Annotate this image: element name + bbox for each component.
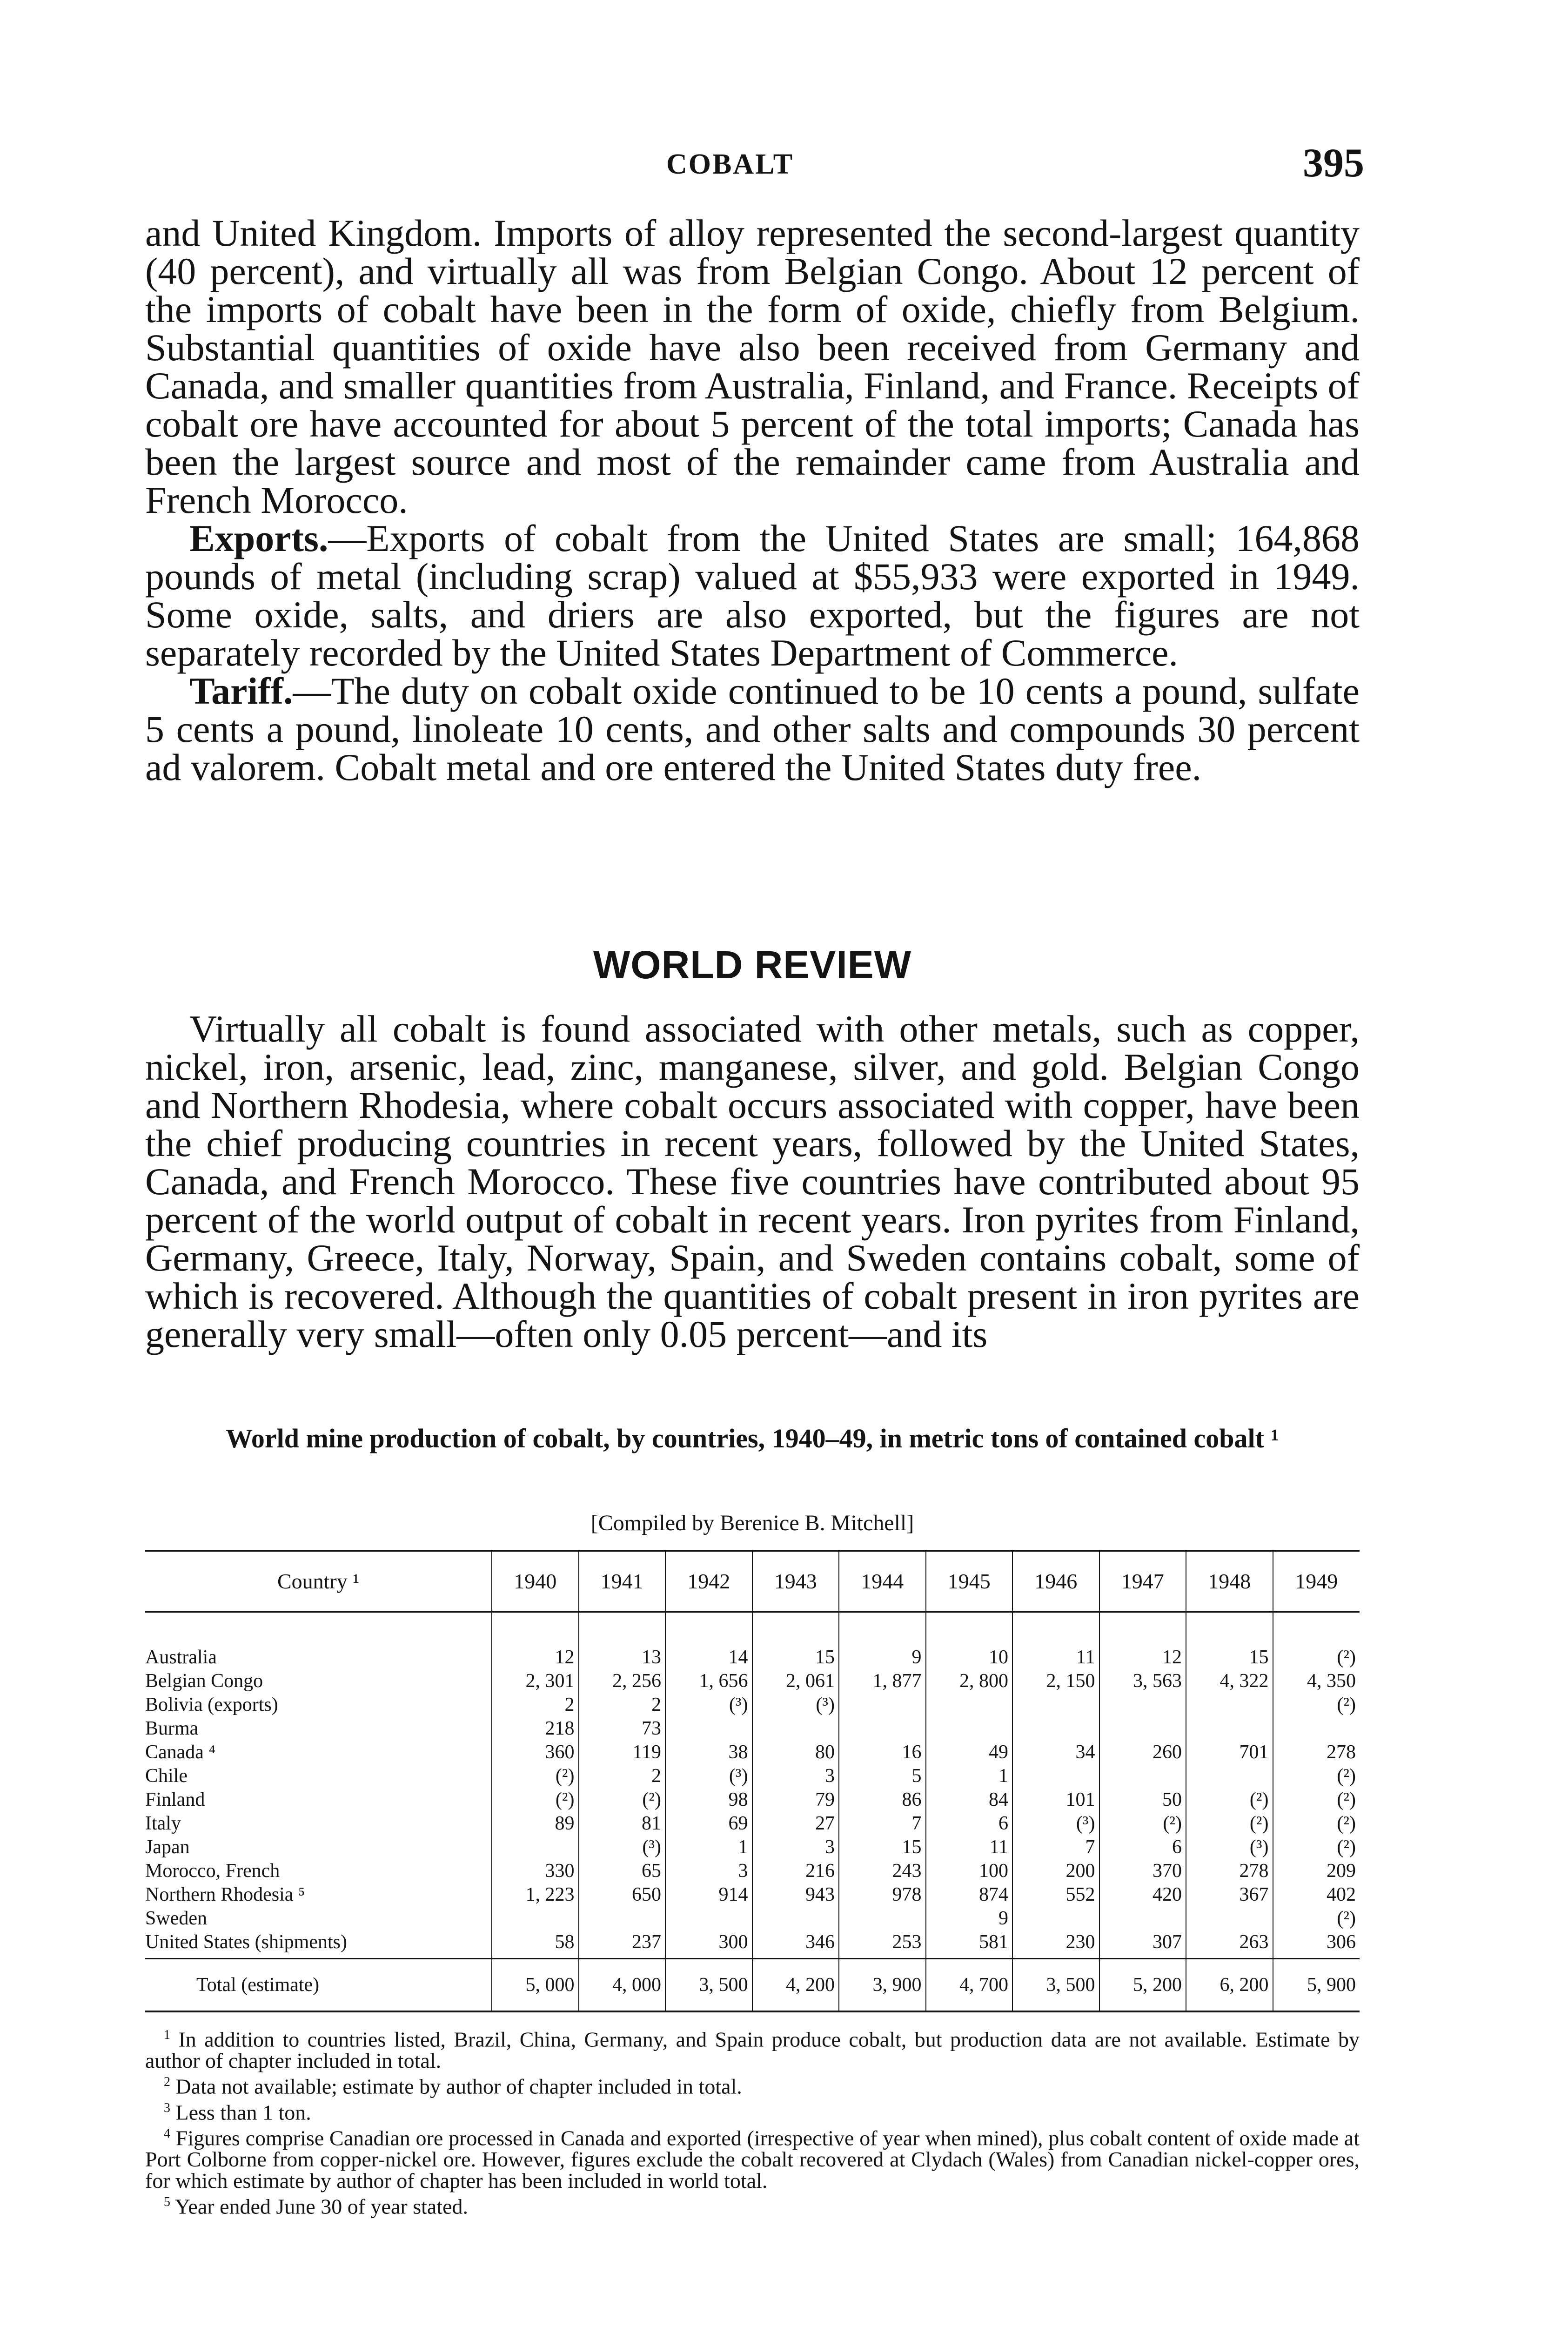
total-cell: 3, 900 <box>839 1959 926 2012</box>
value-cell: 237 <box>579 1930 666 1959</box>
total-cell: 4, 200 <box>752 1959 839 2012</box>
value-cell: 84 <box>926 1787 1013 1811</box>
value-cell: 58 <box>492 1930 579 1959</box>
value-cell: 1 <box>665 1835 752 1858</box>
value-cell <box>665 1906 752 1930</box>
value-cell: 253 <box>839 1930 926 1959</box>
value-cell: 50 <box>1099 1787 1186 1811</box>
footnote-number: 5 <box>164 2195 170 2210</box>
value-cell: 38 <box>665 1740 752 1763</box>
value-cell <box>752 1716 839 1740</box>
value-cell: 260 <box>1099 1740 1186 1763</box>
value-cell: (²) <box>1273 1763 1360 1787</box>
footnote-text: Year ended June 30 of year stated. <box>174 2194 468 2219</box>
value-cell: 9 <box>926 1906 1013 1930</box>
total-cell: 5, 900 <box>1273 1959 1360 2012</box>
total-cell: 4, 000 <box>579 1959 666 2012</box>
value-cell <box>1012 1716 1099 1740</box>
value-cell: 2, 150 <box>1012 1668 1099 1692</box>
value-cell: 943 <box>752 1882 839 1906</box>
value-cell: 346 <box>752 1930 839 1959</box>
value-cell: 10 <box>926 1612 1013 1668</box>
value-cell: 200 <box>1012 1858 1099 1882</box>
country-cell: Morocco, French <box>145 1860 280 1882</box>
value-cell: 11 <box>926 1835 1013 1858</box>
value-cell <box>1186 1692 1273 1716</box>
value-cell: 15 <box>1186 1612 1273 1668</box>
total-cell: 6, 200 <box>1186 1959 1273 2012</box>
value-cell: 3 <box>665 1858 752 1882</box>
value-cell: 209 <box>1273 1858 1360 1882</box>
value-cell: (²) <box>1099 1811 1186 1835</box>
production-table <box>145 1550 1360 2012</box>
tariff-text: —The duty on cobalt oxide continued to be 10 cents a pound, sulfate 5 cents a pound, linoleate 10 cents, and other salts and compounds 30 percent ad valorem. Cobalt metal and ore entered the United States duty free. <box>145 670 1360 788</box>
value-cell: 34 <box>1012 1740 1099 1763</box>
year-column-header: 1947 <box>1099 1551 1186 1612</box>
table-compiled-by: [Compiled by Berenice B. Mitchell] <box>590 1511 914 1535</box>
footnote-number: 4 <box>164 2126 170 2141</box>
value-cell: 15 <box>752 1612 839 1668</box>
running-title: COBALT <box>666 148 794 180</box>
value-cell: 2 <box>492 1692 579 1716</box>
value-cell <box>1099 1906 1186 1930</box>
country-cell: Belgian Congo <box>145 1670 263 1692</box>
value-cell <box>579 1906 666 1930</box>
country-cell: Chile <box>145 1765 188 1787</box>
value-cell: 360 <box>492 1740 579 1763</box>
value-cell: 11 <box>1012 1612 1099 1668</box>
value-cell: 1, 877 <box>839 1668 926 1692</box>
total-cell: 5, 000 <box>492 1959 579 2012</box>
value-cell: 701 <box>1186 1740 1273 1763</box>
value-cell: 3, 563 <box>1099 1668 1186 1692</box>
value-cell: (²) <box>1273 1692 1360 1716</box>
value-cell: 7 <box>1012 1835 1099 1858</box>
page-number: 395 <box>1303 141 1364 186</box>
table-row <box>145 1740 1360 1763</box>
value-cell: 3 <box>752 1763 839 1787</box>
table-row <box>145 1668 1360 1692</box>
country-cell: Italy <box>145 1813 181 1834</box>
value-cell <box>1273 1716 1360 1740</box>
year-column-header: 1942 <box>665 1551 752 1612</box>
exports-text: —Exports of cobalt from the United States are small; 164,868 pounds of metal (including scrap) valued at $55,933 were exported in 1949. Some oxide, salts, and driers are also exported, but the figures are not separately recorded by the United States Department of Commerce. <box>145 517 1360 674</box>
world-review-paragraph: Virtually all cobalt is found associated with other metals, such as copper, nickel, iron, arsenic, lead, zinc, manganese, silver, and gold. Belgian Congo and Northern Rhodesia, where cobalt occurs associated with copper, have been the chief producing countries in recent years, followed by the United States, Canada, and French Morocco. These five countries have contributed about 95 percent of the world output of cobalt in recent years. Iron pyrites from Finland, Germany, Greece, Italy, Norway, Spain, and Sweden contains cobalt, some of which is recovered. Although the quantities of cobalt present in iron pyrites are generally very small—often only 0.05 percent—and its <box>145 1008 1360 1355</box>
exports-label: Exports. <box>189 517 328 559</box>
value-cell: 581 <box>926 1930 1013 1959</box>
value-cell: 7 <box>839 1811 926 1835</box>
value-cell <box>839 1716 926 1740</box>
value-cell <box>1186 1763 1273 1787</box>
table-row <box>145 1882 1360 1906</box>
table-row <box>145 1692 1360 1716</box>
value-cell: 15 <box>839 1835 926 1858</box>
table-row <box>145 1858 1360 1882</box>
value-cell: (³) <box>579 1835 666 1858</box>
value-cell: 370 <box>1099 1858 1186 1882</box>
value-cell <box>1012 1692 1099 1716</box>
value-cell: 278 <box>1186 1858 1273 1882</box>
value-cell: 16 <box>839 1740 926 1763</box>
table-row <box>145 1835 1360 1858</box>
value-cell: 27 <box>752 1811 839 1835</box>
table-row <box>145 1763 1360 1787</box>
footnote <box>145 2024 1360 2071</box>
value-cell <box>926 1716 1013 1740</box>
footnote <box>145 2192 1360 2217</box>
value-cell: 4, 322 <box>1186 1668 1273 1692</box>
value-cell: (²) <box>1273 1835 1360 1858</box>
value-cell: 6 <box>926 1811 1013 1835</box>
year-column-header: 1946 <box>1012 1551 1099 1612</box>
year-column-header: 1941 <box>579 1551 666 1612</box>
value-cell: 81 <box>579 1811 666 1835</box>
year-column-header: 1948 <box>1186 1551 1273 1612</box>
value-cell: 1, 223 <box>492 1882 579 1906</box>
value-cell: (³) <box>665 1692 752 1716</box>
table-header-row <box>145 1551 1360 1612</box>
value-cell: 98 <box>665 1787 752 1811</box>
table-body <box>145 1612 1360 1959</box>
value-cell: 13 <box>579 1612 666 1668</box>
exports-paragraph <box>145 519 1360 672</box>
value-cell: 1, 656 <box>665 1668 752 1692</box>
imports-exports-tariff-text <box>145 214 1360 787</box>
country-cell: Northern Rhodesia ⁵ <box>145 1884 305 1905</box>
value-cell <box>926 1692 1013 1716</box>
value-cell: 307 <box>1099 1930 1186 1959</box>
country-cell: Burma <box>145 1718 199 1739</box>
value-cell: 2 <box>579 1763 666 1787</box>
value-cell <box>1186 1906 1273 1930</box>
value-cell: 230 <box>1012 1930 1099 1959</box>
value-cell: (²) <box>492 1763 579 1787</box>
value-cell: 874 <box>926 1882 1013 1906</box>
value-cell: 300 <box>665 1930 752 1959</box>
country-cell: Finland <box>145 1789 205 1810</box>
tariff-label: Tariff. <box>189 670 293 712</box>
value-cell: 9 <box>839 1612 926 1668</box>
value-cell: 2, 800 <box>926 1668 1013 1692</box>
value-cell: 1 <box>926 1763 1013 1787</box>
value-cell: (²) <box>1186 1787 1273 1811</box>
value-cell: (²) <box>492 1787 579 1811</box>
value-cell: (²) <box>1273 1811 1360 1835</box>
value-cell: (³) <box>752 1692 839 1716</box>
table-title: World mine production of cobalt, by countries, 1940–49, in metric tons of contained cobalt ¹ <box>226 1423 1279 1453</box>
value-cell: 73 <box>579 1716 666 1740</box>
country-cell: United States (shipments) <box>145 1931 347 1953</box>
total-cell: 4, 700 <box>926 1959 1013 2012</box>
value-cell: 2 <box>579 1692 666 1716</box>
value-cell: 650 <box>579 1882 666 1906</box>
value-cell <box>752 1906 839 1930</box>
country-cell: Canada ⁴ <box>145 1742 216 1763</box>
value-cell: 216 <box>752 1858 839 1882</box>
value-cell: 978 <box>839 1882 926 1906</box>
country-cell: Sweden <box>145 1908 207 1929</box>
value-cell: 306 <box>1273 1930 1360 1959</box>
table-row <box>145 1612 1360 1668</box>
value-cell: 3 <box>752 1835 839 1858</box>
value-cell: (³) <box>1012 1811 1099 1835</box>
value-cell: 12 <box>1099 1612 1186 1668</box>
value-cell <box>1012 1906 1099 1930</box>
table-row <box>145 1787 1360 1811</box>
country-cell: Bolivia (exports) <box>145 1694 278 1715</box>
footnote-number: 1 <box>164 2028 170 2042</box>
value-cell: 100 <box>926 1858 1013 1882</box>
value-cell: 80 <box>752 1740 839 1763</box>
table-row <box>145 1716 1360 1740</box>
world-review-text <box>145 1010 1360 1353</box>
value-cell: (²) <box>579 1787 666 1811</box>
value-cell <box>1099 1716 1186 1740</box>
value-cell: 552 <box>1012 1882 1099 1906</box>
value-cell: 278 <box>1273 1740 1360 1763</box>
value-cell: 69 <box>665 1811 752 1835</box>
total-cell: 5, 200 <box>1099 1959 1186 2012</box>
country-cell: Japan <box>145 1836 190 1858</box>
footnote <box>145 2098 1360 2123</box>
footnote-text: Data not available; estimate by author of chapter included in total. <box>175 2074 742 2098</box>
value-cell: 49 <box>926 1740 1013 1763</box>
year-column-header: 1945 <box>926 1551 1013 1612</box>
value-cell: 914 <box>665 1882 752 1906</box>
value-cell: 86 <box>839 1787 926 1811</box>
value-cell: 12 <box>492 1612 579 1668</box>
value-cell: (²) <box>1186 1811 1273 1835</box>
value-cell <box>1186 1716 1273 1740</box>
value-cell: 14 <box>665 1612 752 1668</box>
value-cell <box>492 1906 579 1930</box>
value-cell: 2, 301 <box>492 1668 579 1692</box>
footnote-text: Figures comprise Canadian ore processed in Canada and exported (irrespective of year when mined), plus cobalt content of oxide made at Port Colborne from copper-nickel ore. However, figures exclude the cobalt recovered at Clydach (Wales) from Canadian nickel-copper ores, for which estimate by author of chapter has been included in world total. <box>145 2126 1360 2193</box>
total-cell: 3, 500 <box>1012 1959 1099 2012</box>
value-cell: (³) <box>665 1763 752 1787</box>
table-row <box>145 1811 1360 1835</box>
value-cell <box>839 1692 926 1716</box>
value-cell: 218 <box>492 1716 579 1740</box>
value-cell: 402 <box>1273 1882 1360 1906</box>
section-heading: WORLD REVIEW <box>593 943 911 987</box>
footnote-number: 2 <box>164 2075 170 2090</box>
value-cell <box>1012 1763 1099 1787</box>
value-cell: 6 <box>1099 1835 1186 1858</box>
year-column-header: 1949 <box>1273 1551 1360 1612</box>
year-column-header: 1943 <box>752 1551 839 1612</box>
total-cell: 3, 500 <box>665 1959 752 2012</box>
country-cell: Australia <box>145 1647 217 1668</box>
value-cell: 263 <box>1186 1930 1273 1959</box>
footnotes <box>145 2024 1360 2218</box>
value-cell <box>665 1716 752 1740</box>
value-cell: 2, 061 <box>752 1668 839 1692</box>
footnote <box>145 2123 1360 2192</box>
value-cell: (³) <box>1186 1835 1273 1858</box>
value-cell: 420 <box>1099 1882 1186 1906</box>
running-head <box>145 140 1364 191</box>
footnote <box>145 2071 1360 2097</box>
value-cell: 243 <box>839 1858 926 1882</box>
value-cell: (²) <box>1273 1787 1360 1811</box>
footnote-text: In addition to countries listed, Brazil, China, Germany, and Spain produce cobalt, but production data are not available. Estimate by author of chapter included in total. <box>145 2027 1360 2073</box>
total-label: Total (estimate) <box>145 1959 492 2012</box>
value-cell: 101 <box>1012 1787 1099 1811</box>
value-cell <box>839 1906 926 1930</box>
value-cell: 5 <box>839 1763 926 1787</box>
year-column-header: 1944 <box>839 1551 926 1612</box>
tariff-paragraph <box>145 672 1360 787</box>
value-cell <box>492 1835 579 1858</box>
year-column-header: 1940 <box>492 1551 579 1612</box>
value-cell: (²) <box>1273 1906 1360 1930</box>
table-row <box>145 1906 1360 1930</box>
value-cell <box>1099 1763 1186 1787</box>
country-column-header: Country ¹ <box>145 1551 492 1612</box>
intro-paragraph: and United Kingdom. Imports of alloy represented the second-largest quantity (40 percent), and virtually all was from Belgian Congo. About 12 percent of the imports of cobalt have been in the form of oxide, chiefly from Belgium. Substantial quantities of oxide have also been received from Germany and Canada, and smaller quantities from Australia, Finland, and France. Receipts of cobalt ore have accounted for about 5 percent of the total imports; Canada has been the largest source and most of the remainder came from Australia and French Morocco. <box>145 212 1360 521</box>
value-cell: 330 <box>492 1858 579 1882</box>
value-cell <box>1099 1692 1186 1716</box>
footnote-text: Less than 1 ton. <box>175 2100 311 2124</box>
value-cell: 367 <box>1186 1882 1273 1906</box>
value-cell: 65 <box>579 1858 666 1882</box>
value-cell: 89 <box>492 1811 579 1835</box>
value-cell: (²) <box>1273 1612 1360 1668</box>
value-cell: 79 <box>752 1787 839 1811</box>
table-row <box>145 1930 1360 1959</box>
footnote-number: 3 <box>164 2100 170 2115</box>
table-total-row <box>145 1959 1360 2012</box>
value-cell: 4, 350 <box>1273 1668 1360 1692</box>
value-cell: 119 <box>579 1740 666 1763</box>
value-cell: 2, 256 <box>579 1668 666 1692</box>
